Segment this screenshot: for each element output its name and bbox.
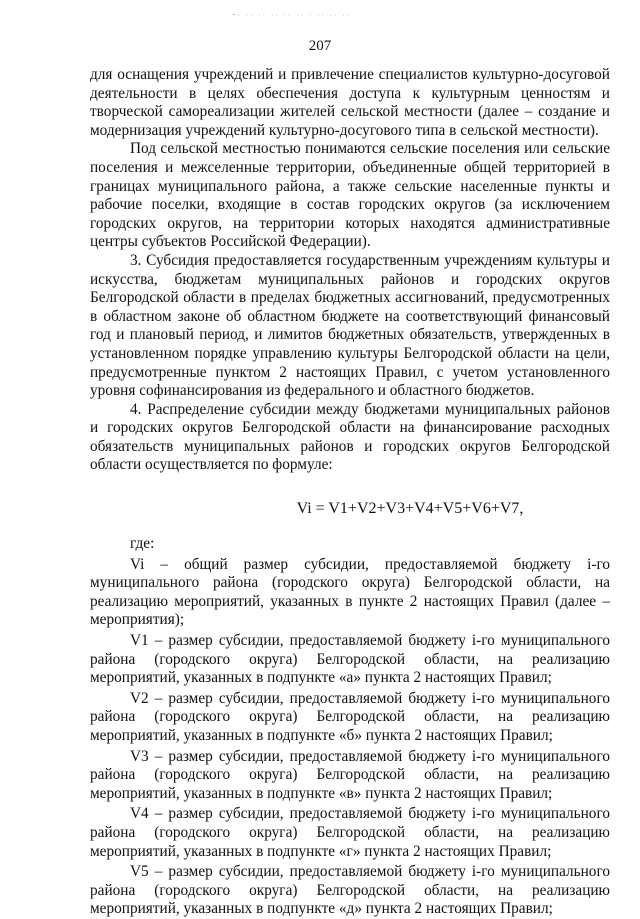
definition-v1: V1 – размер субсидии, предоставляемой бюджету i-го муниципального района (городского округа) Белгородской области, на реализацию мероприятий, указанных в подпункте «а» пункта 2 настоящих Правил; <box>90 632 610 687</box>
definition-vi: Vi – общий размер субсидии, предоставляемой бюджету i-го муниципального района (городского округа) Белгородской области, на реализацию мероприятий, указанных в пункте 2 настоящих Правил (далее – мероприятия); <box>90 555 610 629</box>
definition-v4: V4 – размер субсидии, предоставляемой бюджету i-го муниципального района (городского округа) Белгородской области, на реализацию мероприятий, указанных в подпункте «г» пункта 2 настоящих Правил; <box>90 805 610 860</box>
definition-v3: V3 – размер субсидии, предоставляемой бюджету i-го муниципального района (городского округа) Белгородской области, на реализацию мероприятий, указанных в подпункте «в» пункта 2 настоящих Правил; <box>90 747 610 802</box>
header-stamp: ⁃· ·· ·· ·· ·· ·· · ·· ·· ·· <box>232 12 351 19</box>
definition-v2: V2 – размер субсидии, предоставляемой бюджету i-го муниципального района (городского округа) Белгородской области, на реализацию мероприятий, указанных в подпункте «б» пункта 2 настоящих Правил; <box>90 689 610 744</box>
definition-v5: V5 – размер субсидии, предоставляемой бюджету i-го муниципального района (городского округа) Белгородской области, на реализацию мероприятий, указанных в подпункте «д» пункта 2 настоящих Правил; <box>90 863 610 918</box>
paragraph-section-3: 3. Субсидия предоставляется государственным учреждениям культуры и искусства, бюджетам муниципальных районов и городских округов Белгородской области в пределах бюджетных ассигнований, предусмотренных в областном законе об областном бюджете на соответствующий финансовый год и плановый период, и лимитов бюджетных обязательств, утвержденных в установленном порядке управлению культуры Белгородской области на цели, предусмотренные пунктом 2 настоящих Правил, с учетом установленного уровня софинансирования из федерального и областного бюджетов. <box>90 251 610 400</box>
where-label: где: <box>130 535 155 553</box>
paragraph-rural-definition: Под сельской местностью понимаются сельские поселения или сельские поселения и межселенные территории, объединенные общей территорией в границах муниципального района, а также сельские населенные пункты и рабочие поселки, входящие в состав городских округов (за исключением городских округов, на территории которых находятся административные центры субъектов Российской Федерации). <box>90 140 610 251</box>
paragraph-continuation: для оснащения учреждений и привлечение специалистов культурно-досуговой деятельности в целях обеспечения доступа к культурным ценностям и творческой самореализации жителей сельской местности (далее – создание и модернизация учреждений культурно-досугового типа в сельской местности). <box>90 66 610 139</box>
formula: Vi = V1+V2+V3+V4+V5+V6+V7, <box>296 500 524 518</box>
page-number: 207 <box>308 38 332 54</box>
document-body <box>90 66 610 919</box>
paragraph-section-4: 4. Распределение субсидии между бюджетами муниципальных районов и городских округов Белгородской области на финансирование расходных обязательств муниципальных районов и городских округов Белгородской области осуществляется по формуле: <box>90 400 610 474</box>
